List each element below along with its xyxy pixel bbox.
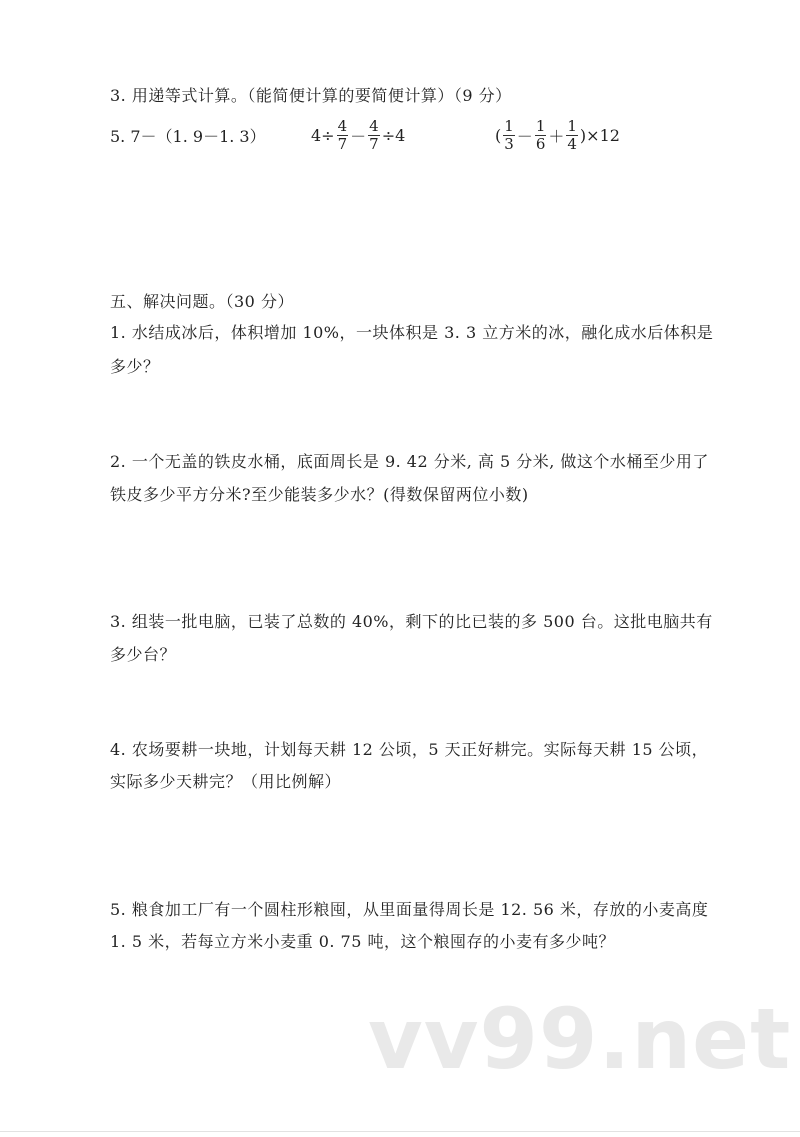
fraction — [337, 118, 349, 153]
expression-2 — [310, 110, 406, 160]
fraction-numerator: 4 — [337, 116, 348, 135]
minus-sign: － — [516, 126, 533, 146]
question-4-line-2: 实际多少天耕完？（用比例解） — [110, 772, 342, 791]
question-1-line-1: 1. 水结成冰后，体积增加 10%，一块体积是 3. 3 立方米的冰，融化成水后体积是 — [110, 323, 714, 342]
fraction — [503, 118, 515, 153]
close-paren-times-12: )×12 — [579, 125, 620, 145]
question-5-line-2: 1. 5 米，若每立方米小麦重 0. 75 吨，这个粮囤存的小麦有多少吨？ — [110, 932, 616, 951]
question-3-line-2: 多少台？ — [110, 645, 177, 664]
expr2-part-a: 4÷ — [311, 125, 335, 145]
fraction-numerator: 4 — [369, 116, 379, 135]
calculation-row — [0, 110, 800, 160]
question-2-line-1: 2. 一个无盖的铁皮水桶，底面周长是 9. 42 分米, 高 5 分米, 做这个水桶至少用了 — [110, 452, 709, 471]
expression-3 — [494, 110, 621, 160]
fraction-denominator: 7 — [369, 134, 379, 153]
question-2-line-2: 铁皮多少平方分米?至少能装多少水？(得数保留两位小数) — [110, 485, 529, 504]
expr2-part-b: ÷4 — [381, 125, 406, 145]
fraction-numerator: 1 — [535, 116, 546, 135]
fraction-numerator: 1 — [504, 116, 514, 135]
question-1-line-2: 多少？ — [110, 357, 160, 376]
question-5-line-1: 5. 粮食加工厂有一个圆柱形粮囤，从里面量得周长是 12. 56 米，存放的小麦高度 — [110, 900, 709, 919]
fraction-denominator: 7 — [337, 134, 348, 153]
section5-heading: 五、解决问题。（30 分） — [110, 292, 294, 311]
fraction — [368, 118, 380, 153]
fraction — [566, 118, 578, 153]
fraction-denominator: 3 — [504, 134, 514, 153]
section3-heading: 3. 用递等式计算。（能简便计算的要简便计算）（9 分） — [110, 86, 512, 105]
fraction-numerator: 1 — [567, 116, 577, 135]
question-3-line-1: 3. 组装一批电脑，已装了总数的 40%，剩下的比已装的多 500 台。这批电脑共有 — [110, 612, 713, 631]
fraction — [535, 118, 547, 153]
fraction-denominator: 4 — [567, 134, 577, 153]
minus-sign: － — [350, 126, 367, 146]
question-4-line-1: 4. 农场要耕一块地，计划每天耕 12 公顷，5 天正好耕完。实际每天耕 15 公顷， — [110, 740, 709, 759]
fraction-denominator: 6 — [535, 134, 546, 153]
open-paren: ( — [495, 125, 502, 145]
page-bottom-border — [0, 1131, 800, 1132]
plus-sign: ＋ — [548, 126, 565, 146]
watermark: vv99.net — [368, 990, 792, 1088]
expression-1: 5. 7－（1. 9－1. 3） — [110, 126, 266, 146]
